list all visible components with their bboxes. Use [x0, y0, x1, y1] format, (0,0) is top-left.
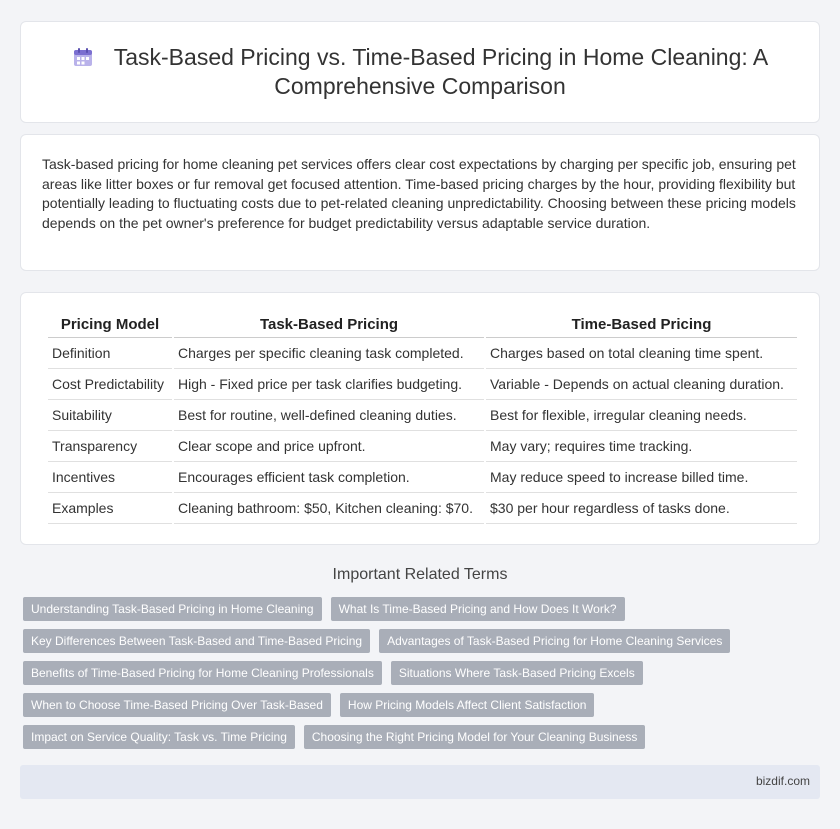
intro-text: Task-based pricing for home cleaning pet services offers clear cost expectations by charging per specific job, ensuring pet areas like litter boxes or fur removal get focused attention. Time-based pricing charges by the hour, providing flexibility but potentially leading to fluctuating costs due to pet-related cleaning unpredictability. Choosing between these pricing models depends on the pet owner's preference for budget predictability versus adaptable service duration. [42, 156, 796, 231]
related-term-link[interactable]: Key Differences Between Task-Based and Time-Based Pricing [23, 629, 370, 653]
task-cell: High - Fixed price per task clarifies budgeting. [174, 369, 484, 400]
footer-brand-link[interactable]: bizdif.com [755, 774, 810, 788]
row-label: Examples [48, 493, 172, 524]
tag-row [23, 693, 813, 717]
table-row [48, 462, 797, 493]
related-term-link[interactable]: Impact on Service Quality: Task vs. Time Pricing [23, 725, 295, 749]
related-term-link[interactable]: What Is Time-Based Pricing and How Does It Work? [331, 597, 625, 621]
related-term-link[interactable]: Benefits of Time-Based Pricing for Home Cleaning Professionals [23, 661, 382, 685]
table-row [48, 338, 797, 369]
related-term-link[interactable]: Understanding Task-Based Pricing in Home Cleaning [23, 597, 322, 621]
related-terms-list [23, 597, 813, 757]
comparison-table-card [20, 292, 820, 545]
table-row [48, 493, 797, 524]
time-cell: Best for flexible, irregular cleaning needs. [486, 400, 797, 431]
task-cell: Charges per specific cleaning task completed. [174, 338, 484, 369]
page-title [61, 43, 779, 101]
time-cell: May reduce speed to increase billed time. [486, 462, 797, 493]
footer [20, 765, 820, 799]
row-label: Transparency [48, 431, 172, 462]
title-text: Task-Based Pricing vs. Time-Based Pricing in Home Cleaning: A Comprehensive Comparison [113, 44, 769, 99]
tag-row [23, 629, 813, 653]
time-cell: $30 per hour regardless of tasks done. [486, 493, 797, 524]
related-term-link[interactable]: When to Choose Time-Based Pricing Over Task-Based [23, 693, 331, 717]
row-label: Cost Predictability [48, 369, 172, 400]
task-cell: Encourages efficient task completion. [174, 462, 484, 493]
related-term-link[interactable]: How Pricing Models Affect Client Satisfaction [340, 693, 595, 717]
column-header: Pricing Model [48, 313, 172, 338]
row-label: Incentives [48, 462, 172, 493]
time-cell: May vary; requires time tracking. [486, 431, 797, 462]
time-cell: Variable - Depends on actual cleaning duration. [486, 369, 797, 400]
time-cell: Charges based on total cleaning time spent. [486, 338, 797, 369]
related-term-link[interactable]: Situations Where Task-Based Pricing Excels [391, 661, 643, 685]
table-row [48, 369, 797, 400]
column-header: Time-Based Pricing [486, 313, 797, 338]
column-header: Task-Based Pricing [174, 313, 484, 338]
row-label: Suitability [48, 400, 172, 431]
task-cell: Clear scope and price upfront. [174, 431, 484, 462]
header-card [20, 21, 820, 123]
tag-row [23, 597, 813, 621]
tag-row [23, 661, 813, 685]
related-term-link[interactable]: Advantages of Task-Based Pricing for Home Cleaning Services [379, 629, 730, 653]
task-cell: Cleaning bathroom: $50, Kitchen cleaning: $70. [174, 493, 484, 524]
table-row [48, 431, 797, 462]
comparison-table [46, 313, 799, 524]
intro-card [20, 134, 820, 271]
row-label: Definition [48, 338, 172, 369]
related-term-link[interactable]: Choosing the Right Pricing Model for Your Cleaning Business [304, 725, 646, 749]
related-terms-title: Important Related Terms [332, 566, 508, 583]
table-header-row [48, 313, 797, 338]
task-cell: Best for routine, well-defined cleaning duties. [174, 400, 484, 431]
table-row [48, 400, 797, 431]
tag-row [23, 725, 813, 749]
calendar-icon [72, 46, 94, 68]
